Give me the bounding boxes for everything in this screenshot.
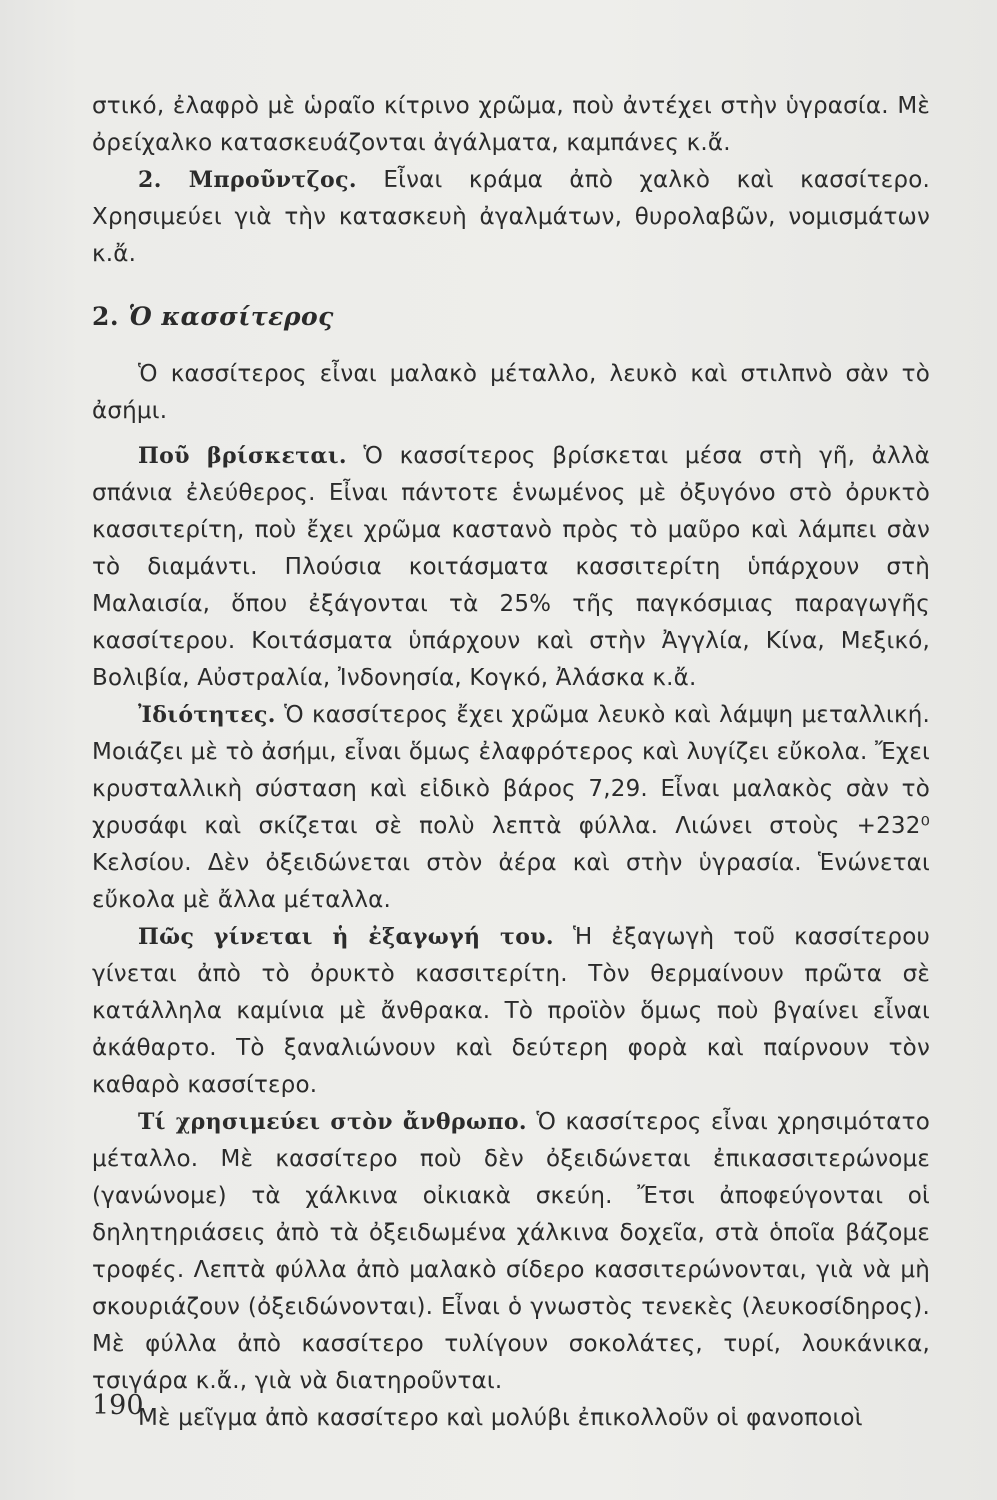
paragraph-uses xyxy=(92,1104,930,1400)
uses-lead: Τί χρησιμεύει στὸν ἄνθρωπο. xyxy=(138,1109,527,1135)
extraction-lead: Πῶς γίνεται ἡ ἐξαγωγή του. xyxy=(138,924,554,950)
paragraph-brass-continuation: στικό, ἐλαφρὸ μὲ ὡραῖο κίτρινο χρῶμα, ποὺ ἀντέχει στὴν ὑγρασία. Μὲ ὀρείχαλκο κατασκευάζονται ἀγάλματα, καμπάνες κ.ἄ. xyxy=(92,93,930,156)
page-number: 190 xyxy=(92,1390,144,1421)
paragraph-extraction xyxy=(92,919,930,1104)
uses-text: Ὁ κασσίτερος εἶναι χρησιμότατο μέταλλο. Μὲ κασσίτερο ποὺ δὲν ὀξειδώνεται ἐπικασσιτερώνομε (γανώνομε) τὰ χάλκινα οἰκιακὰ σκεύη. Ἔτσι ἀποφεύγονται οἱ δηλητηριάσεις ἀπὸ τὰ ὀξειδωμένα χάλκινα δοχεῖα, στὰ ὁποῖα βάζομε τροφές. Λεπτὰ φύλλα ἀπὸ μαλακὸ σίδερο κασσιτερώνονται, γιὰ νὰ μὴ σκουριάζουν (ὀξειδώνονται). Εἶναι ὁ γνωστὸς τενεκὲς (λευκοσίδηρος). Μὲ φύλλα ἀπὸ κασσίτερο τυλίγουν σοκολάτες, τυρί, λουκάνικα, τσιγάρα κ.ἄ., γιὰ νὰ διατηροῦνται. xyxy=(92,1109,930,1394)
where-found-text: Ὁ κασσίτερος βρίσκεται μέσα στὴ γῆ, ἀλλὰ σπάνια ἐλεύθερος. Εἶναι πάντοτε ἑνωμένος μὲ ὀξυγόνο στὸ ὀρυκτὸ κασσιτερίτη, ποὺ ἔχει χρῶμα καστανὸ πρὸς τὸ μαῦρο καὶ λάμπει σὰν τὸ διαμάντι. Πλούσια κοιτάσματα κασσιτερίτη ὑπάρχουν στὴ Μαλαισία, ὅπου ἐξάγονται τὰ 25% τῆς παγκόσμιας παραγωγῆς κασσίτερου. Κοιτάσματα ὑπάρχουν καὶ στὴν Ἀγγλία, Κίνα, Μεξικό, Βολιβία, Αὐστραλία, Ἰνδονησία, Κογκό, Ἀλάσκα κ.ἄ. xyxy=(92,443,930,691)
page-text xyxy=(92,88,930,1437)
bronze-text: Εἶναι κράμα ἀπὸ χαλκὸ καὶ κασσίτερο. Χρησιμεύει γιὰ τὴν κατασκευὴ ἀγαλμάτων, θυρολαβῶν, νομισμάτων κ.ἄ. xyxy=(92,167,931,267)
section-heading-tin xyxy=(92,298,930,335)
section-number: 2. xyxy=(92,302,129,331)
where-found-lead: Ποῦ βρίσκεται. xyxy=(138,443,347,469)
paragraph-bronze xyxy=(92,162,930,273)
paragraph-properties xyxy=(92,697,930,919)
properties-text: Ὁ κασσίτερος ἔχει χρῶμα λευκὸ καὶ λάμψη μεταλλική. Μοιάζει μὲ τὸ ἀσήμι, εἶναι ὅμως ἐλαφρότερος καὶ λυγίζει εὔκολα. Ἔχει κρυσταλλικὴ σύσταση καὶ εἰδικὸ βάρος 7,29. Εἶναι μαλακὸς σὰν τὸ χρυσάφι καὶ σκίζεται σὲ πολὺ λεπτὰ φύλλα. Λιώνει στοὺς +232⁰ Κελσίου. Δὲν ὀξειδώνεται στὸν ἀέρα καὶ στὴν ὑγρασία. Ἑνώνεται εὔκολα μὲ ἄλλα μέταλλα. xyxy=(92,702,930,913)
extraction-text: Ἡ ἐξαγωγὴ τοῦ κασσίτερου γίνεται ἀπὸ τὸ ὀρυκτὸ κασσιτερίτη. Τὸν θερμαίνουν πρῶτα σὲ κατάλληλα καμίνια μὲ ἄνθρακα. Τὸ προϊὸν ὅμως ποὺ βγαίνει εἶναι ἀκάθαρτο. Τὸ ξαναλιώνουν καὶ δεύτερη φορὰ καὶ παίρνουν τὸν καθαρὸ κασσίτερο. xyxy=(92,924,931,1098)
paragraph-tin-intro: Ὁ κασσίτερος εἶναι μαλακὸ μέταλλο, λευκὸ καὶ στιλπνὸ σὰν τὸ ἀσήμι. xyxy=(92,361,930,424)
section-title: Ὁ κασσίτερος xyxy=(128,302,334,331)
paragraph-where-found xyxy=(92,438,930,697)
properties-lead: Ἰδιότητες. xyxy=(138,702,276,728)
bronze-lead: 2. Μπροῦντζος. xyxy=(138,167,357,193)
paragraph-solder: Μὲ μεῖγμα ἀπὸ κασσίτερο καὶ μολύβι ἐπικολλοῦν οἱ φανοποιοὶ xyxy=(138,1405,863,1431)
